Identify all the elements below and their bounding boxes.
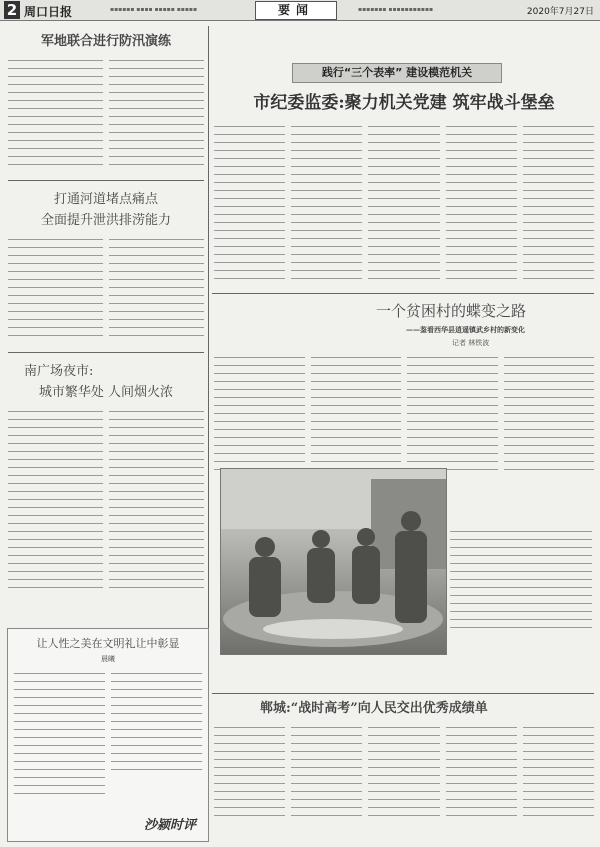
text-block (214, 354, 305, 477)
page-number: 2 (4, 1, 20, 19)
editorial-box (7, 628, 209, 842)
article-title-line1: 打通河道堵点痛点 (53, 192, 158, 207)
text-block (8, 236, 103, 343)
article-byline: 记者 林铁波 (452, 339, 490, 347)
newspaper-name: 周口日报 (24, 5, 73, 19)
text-block (291, 123, 362, 286)
article-title-line2: 城市繁华处 人间烟火浓 (38, 385, 174, 400)
article-subtitle: ——鉴看西华县逍遥镇武乡村的新变化 (406, 325, 525, 334)
theme-banner: 践行“三个表率” 建设模范机关 (292, 63, 502, 83)
text-block (8, 57, 103, 172)
text-block (109, 408, 204, 595)
article-canal (8, 188, 204, 343)
photo-illustration (221, 469, 446, 654)
article-night-market (8, 360, 204, 595)
editorial-author: 晨曦 (101, 655, 115, 663)
editor-info: ▪▪▪▪▪▪ ▪▪▪▪ ▪▪▪▪▪ ▪▪▪▪▪ (110, 6, 198, 13)
article-title: 军地联合进行防汛演练 (40, 34, 171, 49)
text-block (14, 670, 105, 801)
editorial-title: 让人性之美在文明礼让中彰显 (36, 637, 180, 650)
text-block (214, 724, 285, 823)
text-block (368, 724, 439, 823)
article-headline: 郸城:“战时高考”向人民交出优秀成绩单 (260, 701, 488, 716)
article-discipline (214, 88, 594, 286)
news-photo (220, 468, 447, 655)
article-title-line2: 全面提升泄洪排涝能力 (40, 213, 171, 228)
text-block (368, 123, 439, 286)
article-exam (214, 697, 594, 823)
text-block (446, 123, 517, 286)
photo-caption (450, 528, 592, 635)
text-block (109, 236, 204, 343)
section-divider (212, 693, 594, 694)
text-block (109, 57, 204, 172)
column-logo: 沙颍时评 (143, 818, 196, 833)
article-title-line1: 南广场夜市: (24, 364, 94, 379)
text-block (407, 354, 498, 477)
text-block (111, 670, 202, 801)
text-block (446, 724, 517, 823)
text-block (523, 123, 594, 286)
article-village (214, 300, 594, 477)
text-block (291, 724, 362, 823)
text-block (214, 123, 285, 286)
text-block (504, 354, 595, 477)
issue-date: 2020年7月27日 (526, 7, 594, 17)
contact-info: ▪▪▪▪▪▪▪ ▪▪▪▪▪▪▪▪▪▪▪ (358, 6, 434, 13)
section-divider (212, 293, 594, 294)
section-title: 要闻 (255, 1, 337, 20)
article-headline: 一个贫困村的蝶变之路 (376, 302, 527, 320)
masthead (0, 0, 600, 21)
text-block (523, 724, 594, 823)
section-divider (8, 352, 204, 353)
article-military (8, 30, 204, 172)
article-headline: 市纪委监委:聚力机关党建 筑牢战斗堡垒 (253, 93, 555, 113)
section-divider (8, 180, 204, 181)
text-block (8, 408, 103, 595)
text-block (311, 354, 402, 477)
